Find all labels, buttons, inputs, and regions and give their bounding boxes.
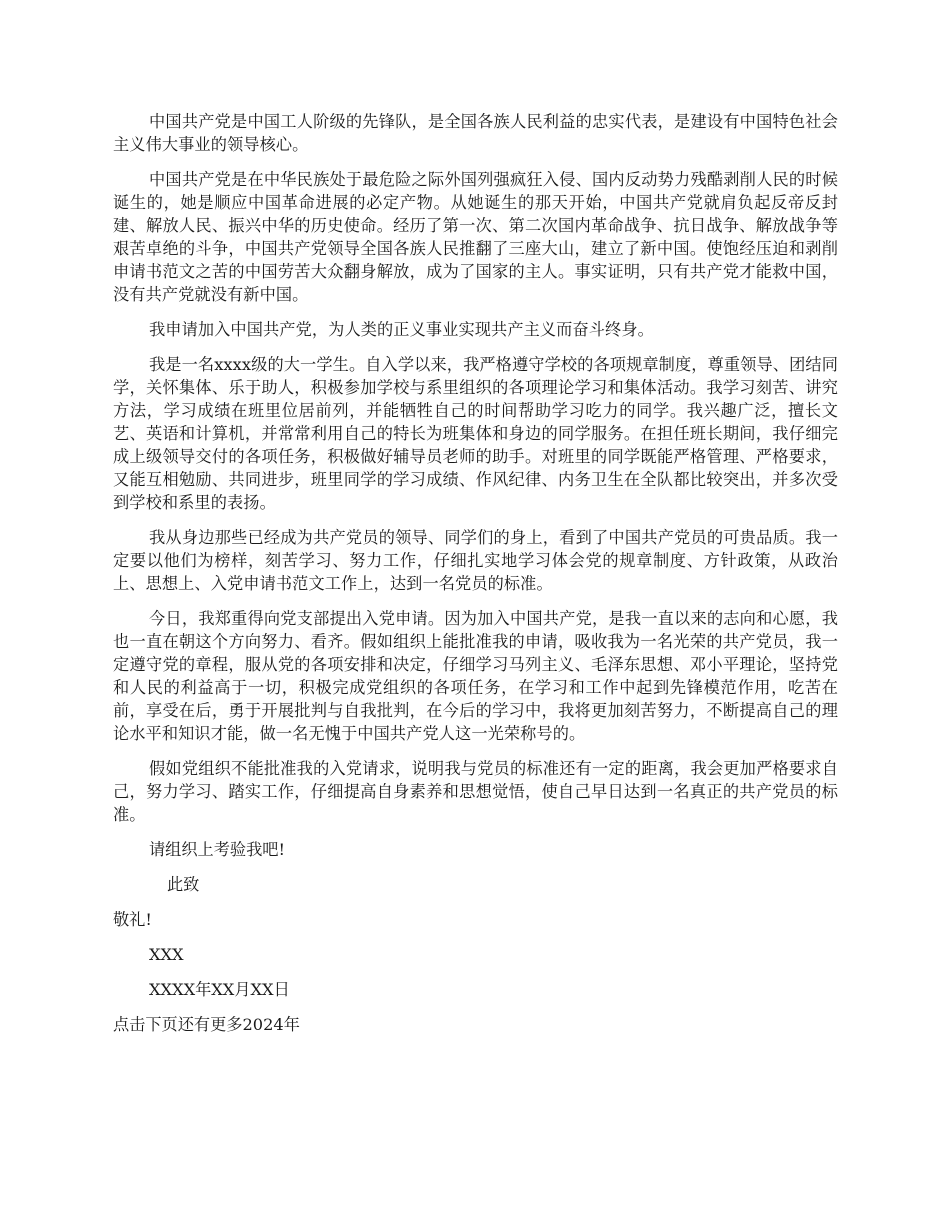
paragraph-4: 我是一名xxxx级的大一学生。自入学以来，我严格遵守学校的各项规章制度，尊重领导、团结同学，关怀集体、乐于助人，积极参加学校与系里组织的各项理论学习和集体活动。我学习刻苦、讲究方法，学习成绩在班里位居前列，并能牺牲自己的时间帮助学习吃力的同学。我兴趣广泛，擅长文艺、英语和计算机，并常常利用自己的特长为班集体和身边的同学服务。在担任班长期间，我仔细完成上级领导交付的各项任务，积极做好辅导员老师的助手。对班里的同学既能严格管理、严格要求，又能互相勉励、共同进步，班里同学的学习成绩、作风纪律、内务卫生在全队都比较突出，并多次受到学校和系里的表扬。	[113, 355, 838, 512]
closing-plea: 请组织上考验我吧!	[149, 840, 286, 859]
paragraph-1: 中国共产党是中国工人阶级的先锋队，是全国各族人民利益的忠实代表，是建设有中国特色社会主义伟大事业的领导核心。	[113, 112, 838, 154]
salutation-jingli: 敬礼!	[113, 910, 152, 929]
paragraph-7: 假如党组织不能批准我的入党请求，说明我与党员的标准还有一定的距离，我会更加严格要求自己，努力学习、踏实工作，仔细提高自身素养和思想觉悟，使自己早日达到一名真正的共产党员的标准。	[113, 759, 838, 824]
salutation-cizhi: 此致	[167, 875, 200, 894]
signature-date: XXXX年XX月XX日	[149, 980, 290, 999]
document-page	[113, 110, 838, 1036]
paragraph-6: 今日，我郑重得向党支部提出入党申请。因为加入中国共产党，是我一直以来的志向和心愿，我也一直在朝这个方向努力、看齐。假如组织上能批准我的申请，吸收我为一名光荣的共产党员，我一定遵守党的章程，服从党的各项安排和决定，仔细学习马列主义、毛泽东思想、邓小平理论，坚持党和人民的利益高于一切，积极完成党组织的各项任务，在学习和工作中起到先锋模范作用，吃苦在前，享受在后，勇于开展批判与自我批判，在今后的学习中，我将更加刻苦努力，不断提高自己的理论水平和知识才能，做一名无愧于中国共产党人这一光荣称号的。	[113, 609, 838, 743]
paragraph-5: 我从身边那些已经成为共产党员的领导、同学们的身上，看到了中国共产党员的可贵品质。我一定要以他们为榜样，刻苦学习、努力工作，仔细扎实地学习体会党的规章制度、方针政策，从政治上、思想上、入党申请书范文工作上，达到一名党员的标准。	[113, 528, 838, 593]
more-link[interactable]: 点击下页还有更多2024年	[113, 1015, 300, 1034]
paragraph-3: 我申请加入中国共产党，为人类的正义事业实现共产主义而奋斗终身。	[149, 320, 654, 339]
signature-name: XXX	[149, 945, 184, 964]
paragraph-2: 中国共产党是在中华民族处于最危险之际外国列强疯狂入侵、国内反动势力残酷剥削人民的时候诞生的，她是顺应中国革命进展的必定产物。从她诞生的那天开始，中国共产党就肩负起反帝反封建、解放人民、振兴中华的历史使命。经历了第一次、第二次国内革命战争、抗日战争、解放战争等艰苦卓绝的斗争，中国共产党领导全国各族人民推翻了三座大山，建立了新中国。使饱经压迫和剥削申请书范文之苦的中国劳苦大众翻身解放，成为了国家的主人。事实证明，只有共产党才能救中国，没有共产党就没有新中国。	[113, 170, 838, 304]
